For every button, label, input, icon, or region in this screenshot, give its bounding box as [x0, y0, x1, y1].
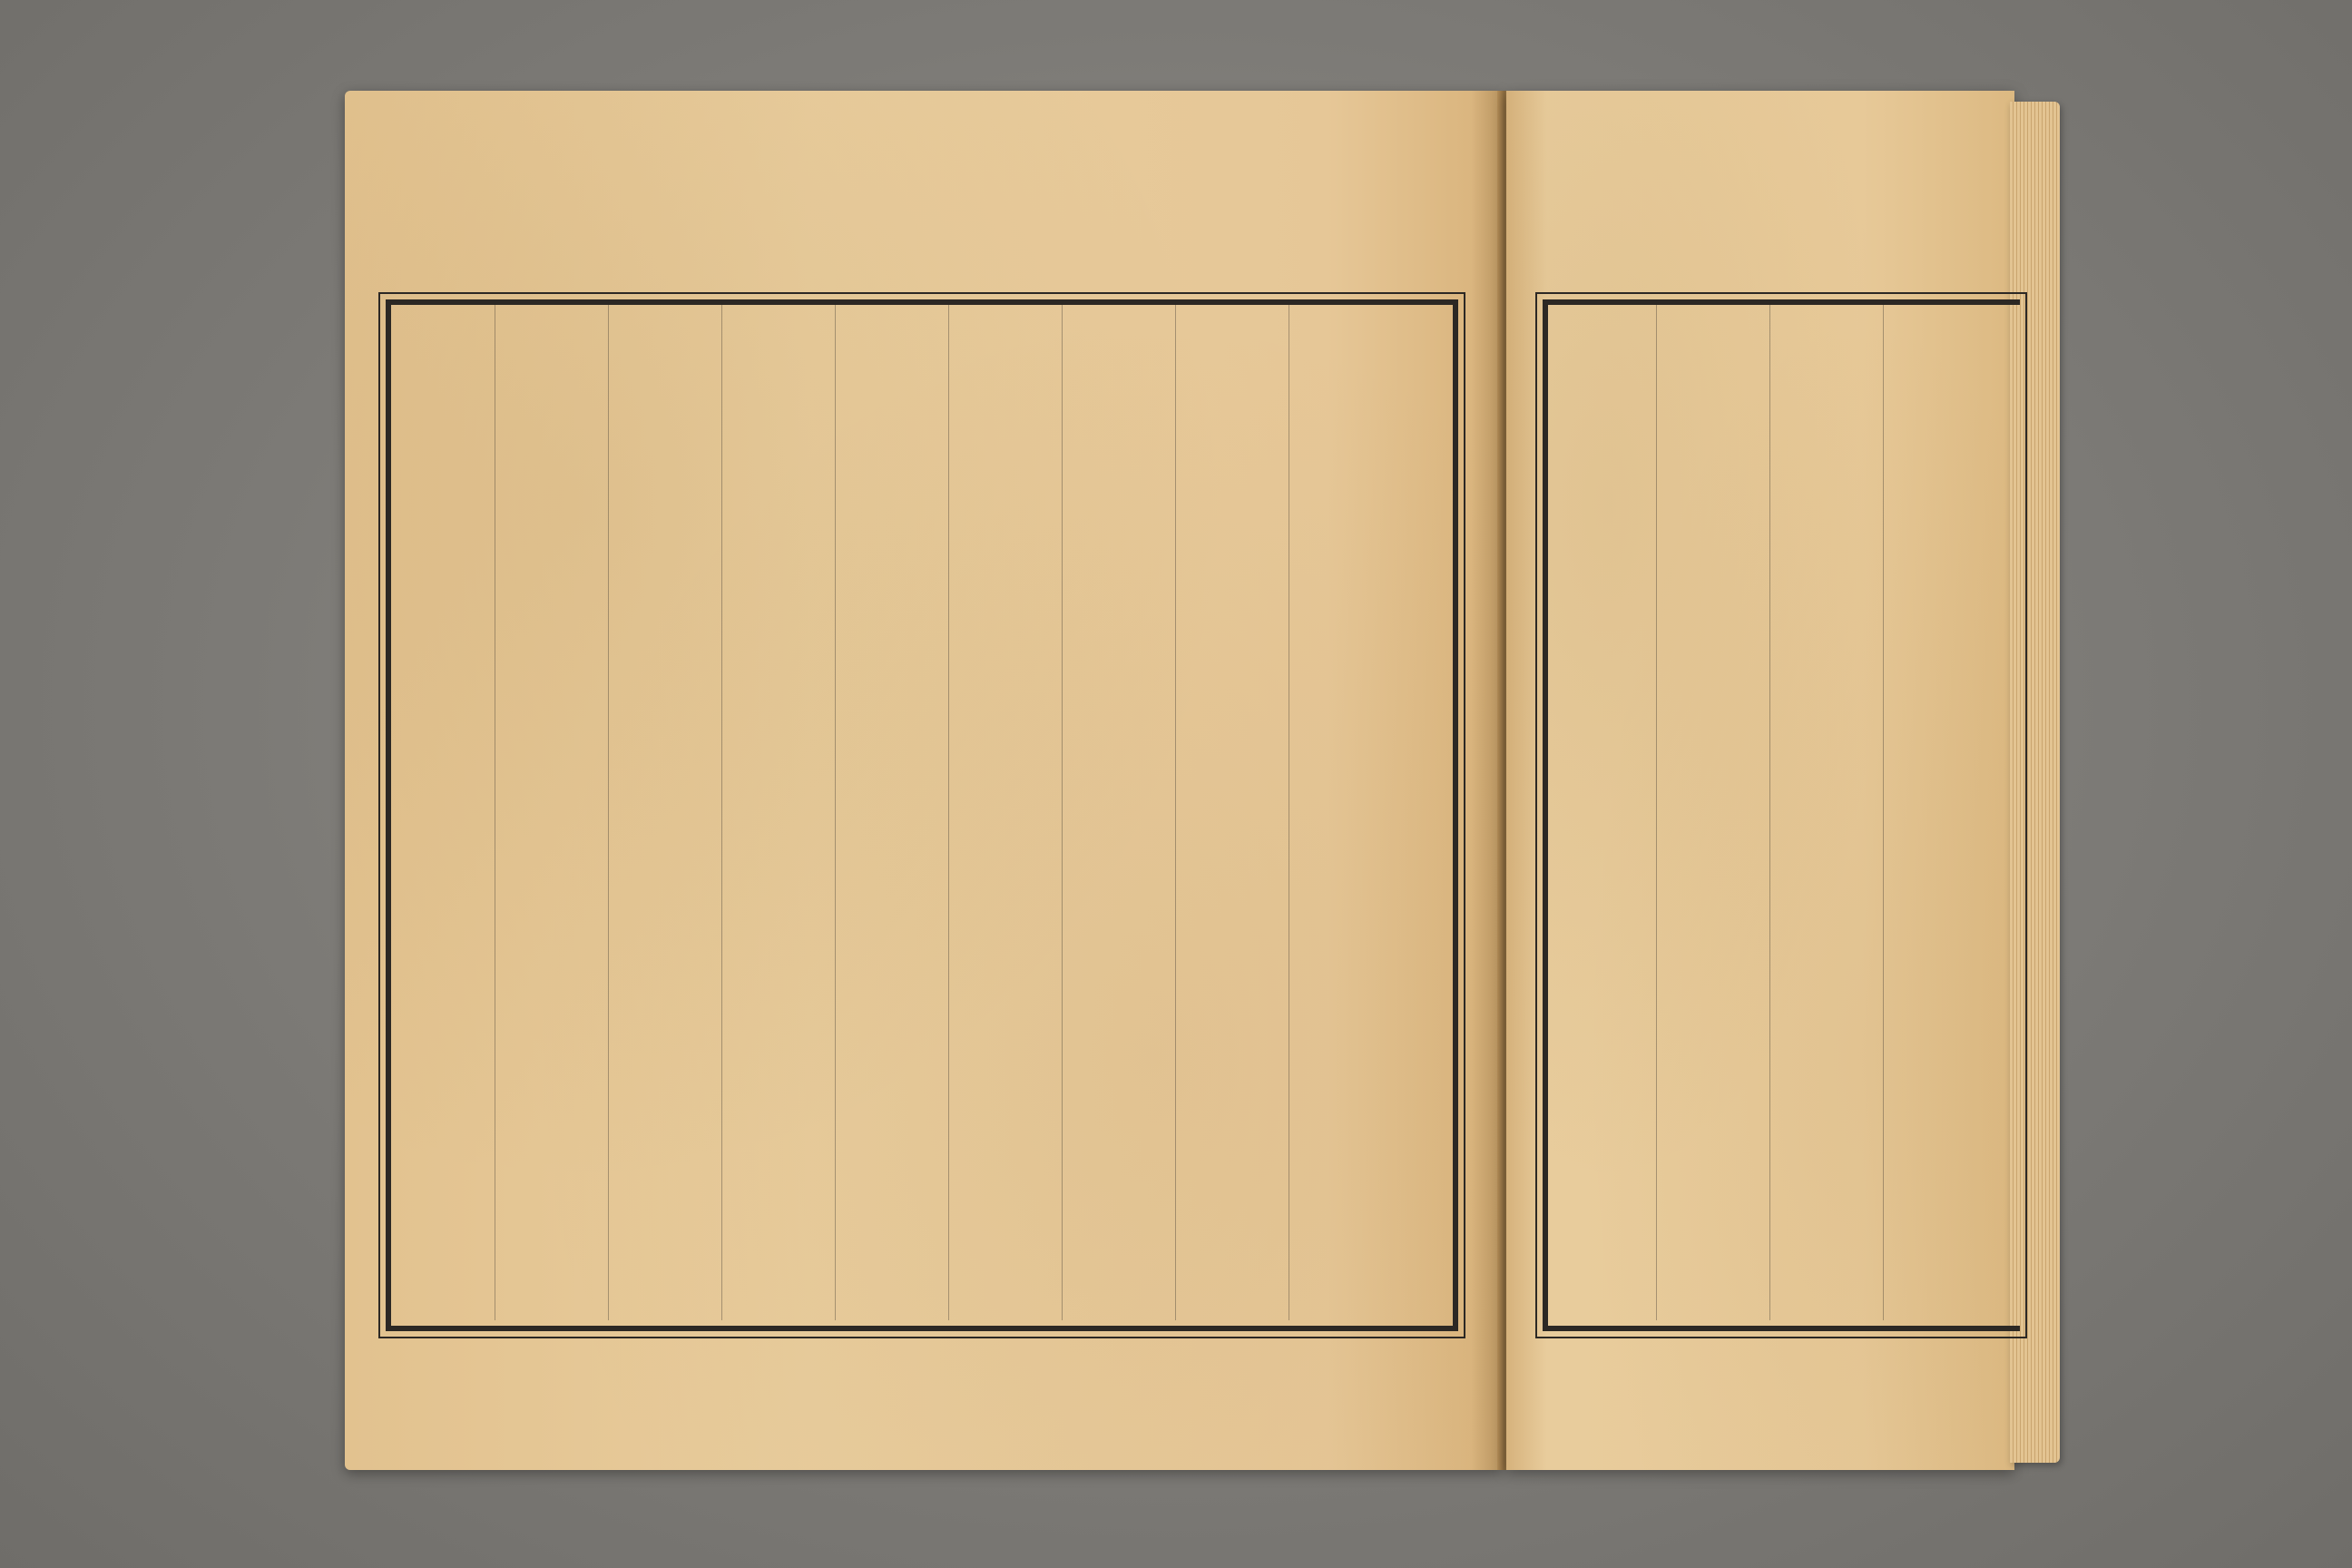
open-book	[327, 91, 2087, 1479]
left-text-frame	[386, 299, 1458, 1331]
right-text-frame	[1543, 299, 2020, 1331]
